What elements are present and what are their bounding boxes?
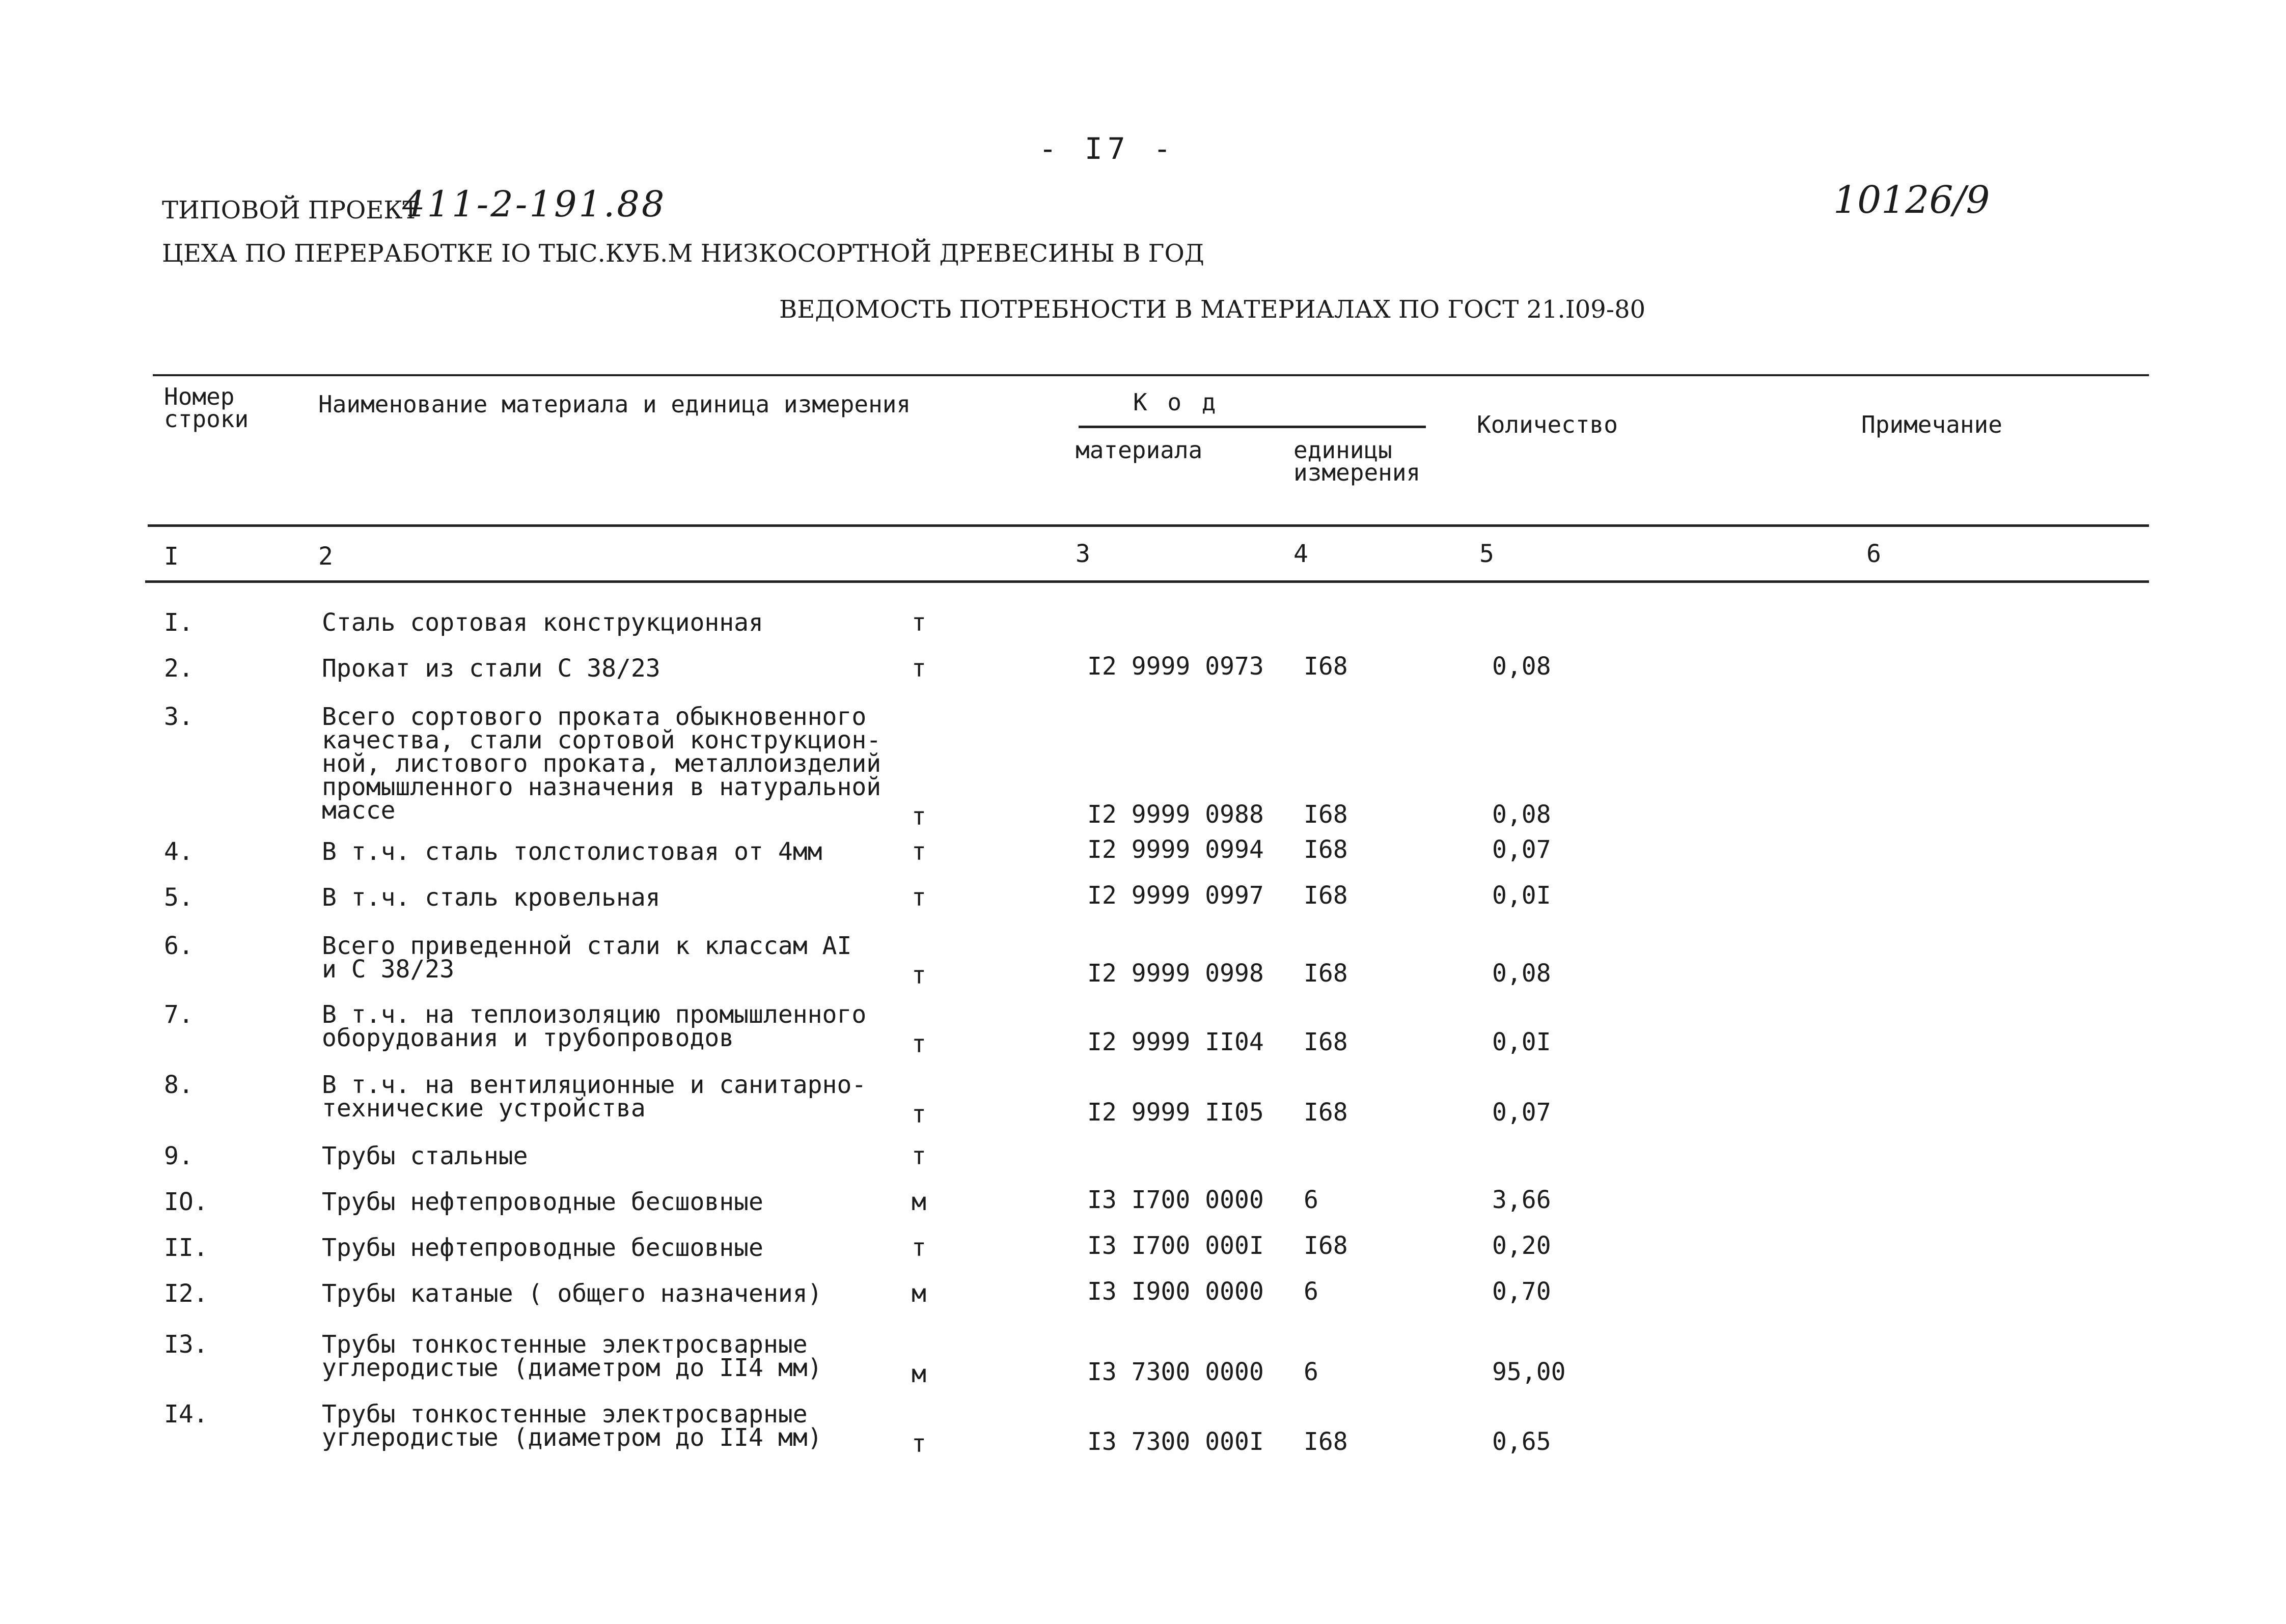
column-number: 2 <box>318 542 333 571</box>
page-number: - I7 - <box>1039 131 1176 166</box>
column-number: 6 <box>1866 540 1881 568</box>
material-name <box>322 1144 528 1168</box>
quantity-value: 0,07 <box>1492 835 1551 864</box>
row-number: 8. <box>164 1071 194 1099</box>
material-name-line: Трубы нефтепроводные бесшовные <box>322 1234 763 1262</box>
material-name-line: оборудования и трубопроводов <box>322 1024 734 1052</box>
measure-unit: т <box>912 608 926 637</box>
measure-unit: т <box>912 837 926 866</box>
material-name <box>322 1279 822 1308</box>
measure-unit: т <box>912 1430 926 1458</box>
material-code: I2 9999 0988 <box>1087 800 1264 829</box>
header-unit-code: единицы измерения <box>1293 436 1421 486</box>
row-number: 9. <box>164 1142 194 1170</box>
measure-unit: т <box>912 1142 926 1170</box>
material-code: I2 9999 II04 <box>1087 1028 1264 1056</box>
row-number: 6. <box>164 932 194 960</box>
material-name-line: технические устройства <box>322 1094 646 1123</box>
measure-unit: т <box>912 802 926 831</box>
header-bottom-rule <box>148 524 2149 527</box>
material-code: I2 9999 0997 <box>1087 881 1264 910</box>
quantity-value: 0,07 <box>1492 1098 1551 1127</box>
document-title: ВЕДОМОСТЬ ПОТРЕБНОСТИ В МАТЕРИАЛАХ ПО ГОСТ 21.I09-80 <box>779 295 1646 324</box>
material-code: I3 I900 0000 <box>1087 1277 1264 1306</box>
material-name-line: В т.ч. сталь толстолистовая от 4мм <box>322 837 822 866</box>
measure-unit: т <box>912 961 926 990</box>
unit-code: I68 <box>1304 800 1348 829</box>
measure-unit: м <box>912 1279 926 1308</box>
column-number: 3 <box>1076 540 1090 568</box>
quantity-value: 0,70 <box>1492 1277 1551 1306</box>
unit-code: I68 <box>1304 652 1348 681</box>
material-name-line: Трубы нефтепроводные бесшовные <box>322 1188 763 1216</box>
material-name-line: углеродистые (диаметром до II4 мм) <box>322 1423 822 1452</box>
column-number: 5 <box>1479 540 1494 568</box>
material-code: I2 9999 II05 <box>1087 1098 1264 1127</box>
header-code: К о д <box>1133 388 1219 416</box>
material-name <box>322 1190 763 1214</box>
material-name-line: массе <box>322 796 396 825</box>
quantity-value: 0,0I <box>1492 881 1551 910</box>
column-number: I <box>164 542 179 571</box>
material-name-line: углеродистые (диаметром до II4 мм) <box>322 1354 822 1382</box>
column-number: 4 <box>1293 540 1308 568</box>
material-name <box>322 837 822 866</box>
unit-code: I68 <box>1304 959 1348 988</box>
material-name <box>322 1234 763 1262</box>
quantity-value: 95,00 <box>1492 1358 1566 1386</box>
material-name <box>322 932 852 984</box>
row-number: 2. <box>164 654 194 683</box>
material-name <box>322 1330 822 1382</box>
row-number: I4. <box>164 1400 208 1429</box>
material-name-line: Трубы катаные ( общего назначения) <box>322 1279 822 1308</box>
quantity-value: 0,0I <box>1492 1028 1551 1056</box>
material-code: I3 7300 000I <box>1087 1427 1264 1456</box>
row-number: I3. <box>164 1330 208 1359</box>
unit-code: 6 <box>1304 1358 1318 1386</box>
material-name <box>322 1400 822 1452</box>
material-name-line: Сталь сортовая конструкционная <box>322 608 763 637</box>
document-subtitle: ЦЕХА ПО ПЕРЕРАБОТКЕ IO ТЫС.КУБ.М НИЗКОСОРТНОЙ ДРЕВЕСИНЫ В ГОД <box>162 239 1204 268</box>
material-name-line: Трубы тонкостенные электросварные <box>322 1330 808 1359</box>
quantity-value: 0,08 <box>1492 652 1551 681</box>
quantity-value: 0,08 <box>1492 800 1551 829</box>
measure-unit: т <box>912 1030 926 1058</box>
material-name-line: и С 38/23 <box>322 955 455 984</box>
measure-unit: т <box>912 654 926 683</box>
material-name-line: Трубы тонкостенные электросварные <box>322 1400 808 1429</box>
quantity-value: 0,65 <box>1492 1427 1551 1456</box>
material-code: I3 7300 0000 <box>1087 1358 1264 1386</box>
row-number: 3. <box>164 703 194 731</box>
material-name <box>322 1000 867 1052</box>
row-number: II. <box>164 1234 208 1262</box>
material-name-line: Всего приведенной стали к классам АI <box>322 932 852 960</box>
material-name-line: В т.ч. на вентиляционные и санитарно- <box>322 1071 867 1099</box>
material-name-line: качества, стали сортовой конструкцион- <box>322 726 882 754</box>
document-code: 10126/9 <box>1833 178 1990 222</box>
unit-code: I68 <box>1304 881 1348 910</box>
material-name <box>322 1071 867 1123</box>
unit-code: I68 <box>1304 1427 1348 1456</box>
measure-unit: м <box>912 1360 926 1388</box>
header-material-name: Наименование материала и единица измерения <box>318 390 911 418</box>
measure-unit: т <box>912 883 926 912</box>
unit-code: 6 <box>1304 1186 1318 1214</box>
measure-unit: м <box>912 1188 926 1216</box>
header-quantity: Количество <box>1477 411 1618 438</box>
material-name <box>322 654 660 683</box>
project-label: ТИПОВОЙ ПРОЕКТ <box>162 196 419 225</box>
row-number: 7. <box>164 1000 194 1029</box>
material-name-line: В т.ч. на теплоизоляцию промышленного <box>322 1000 867 1029</box>
header-note: Примечание <box>1861 411 2002 438</box>
project-number: 411-2-191.88 <box>402 183 667 225</box>
material-name-line: Прокат из стали С 38/23 <box>322 654 660 683</box>
header-row-number: Номер строки <box>164 383 249 433</box>
row-number: 4. <box>164 837 194 866</box>
material-name-line: ной, листового проката, металлоизделий <box>322 749 882 778</box>
table-top-rule <box>153 374 2149 376</box>
material-name-line: промышленного назначения в натуральной <box>322 773 882 801</box>
material-name <box>322 883 660 912</box>
unit-code: I68 <box>1304 1231 1348 1260</box>
row-number: IO. <box>164 1188 208 1216</box>
row-number: 5. <box>164 883 194 912</box>
material-name <box>322 703 882 825</box>
header-material-code: материала <box>1076 436 1203 464</box>
quantity-value: 0,08 <box>1492 959 1551 988</box>
column-numbers-bottom-rule <box>145 580 2149 583</box>
row-number: I. <box>164 608 194 637</box>
row-number: I2. <box>164 1279 208 1308</box>
measure-unit: т <box>912 1234 926 1262</box>
unit-code: I68 <box>1304 1028 1348 1056</box>
material-code: I3 I700 0000 <box>1087 1186 1264 1214</box>
material-code: I2 9999 0998 <box>1087 959 1264 988</box>
material-name-line: В т.ч. сталь кровельная <box>322 883 660 912</box>
material-code: I2 9999 0994 <box>1087 835 1264 864</box>
material-name-line: Всего сортового проката обыкновенного <box>322 703 867 731</box>
measure-unit: т <box>912 1100 926 1129</box>
unit-code: I68 <box>1304 1098 1348 1127</box>
code-divider-rule <box>1079 426 1426 428</box>
quantity-value: 0,20 <box>1492 1231 1551 1260</box>
material-code: I2 9999 0973 <box>1087 652 1264 681</box>
unit-code: I68 <box>1304 835 1348 864</box>
material-name <box>322 608 763 637</box>
material-code: I3 I700 000I <box>1087 1231 1264 1260</box>
quantity-value: 3,66 <box>1492 1186 1551 1214</box>
unit-code: 6 <box>1304 1277 1318 1306</box>
material-name-line: Трубы стальные <box>322 1142 528 1170</box>
